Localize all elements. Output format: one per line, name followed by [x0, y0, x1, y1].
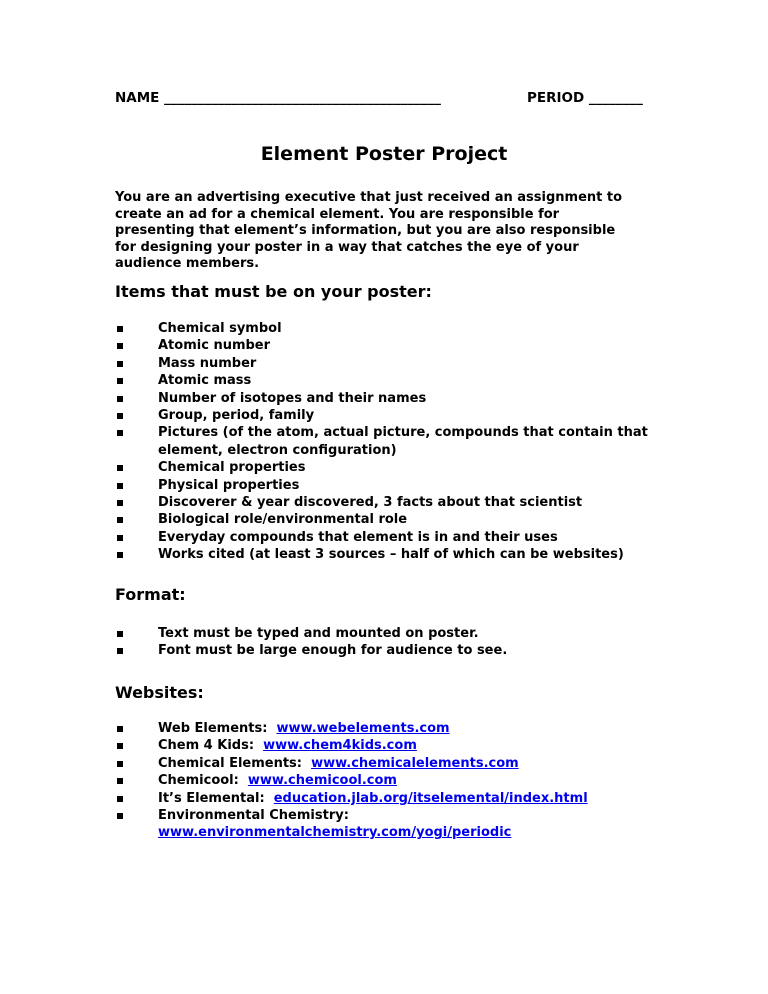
square-bullet-icon [117, 500, 123, 506]
square-bullet-icon [117, 430, 123, 436]
website-link-environmentalchemistry[interactable]: www.environmentalchemistry.com/yogi/periodic [158, 825, 512, 841]
list-item [115, 790, 655, 807]
list-item: Font must be large enough for audience to see. [115, 642, 655, 659]
list-item: Group, period, family [115, 407, 655, 424]
list-item [115, 720, 655, 737]
website-label: Chemicool: [158, 773, 239, 789]
square-bullet-icon [117, 726, 123, 732]
square-bullet-icon [117, 378, 123, 384]
websites-list [115, 720, 655, 842]
square-bullet-icon [117, 517, 123, 523]
websites-heading: Websites: [115, 683, 204, 702]
square-bullet-icon [117, 743, 123, 749]
square-bullet-icon [117, 796, 123, 802]
website-label: Environmental Chemistry: [158, 808, 349, 824]
square-bullet-icon [117, 396, 123, 402]
square-bullet-icon [117, 361, 123, 367]
list-item: Chemical properties [115, 459, 655, 476]
website-link-itselemental[interactable]: education.jlab.org/itselemental/index.html [273, 790, 588, 806]
items-heading: Items that must be on your poster: [115, 282, 432, 301]
list-item: Atomic number [115, 337, 655, 354]
list-item [115, 772, 655, 789]
intro-paragraph: You are an advertising executive that just received an assignment to create an ad for a chemical element. You are responsible for presenting that element’s information, but you are also responsible for designing your poster in a way that catches the eye of your audience members. [115, 190, 623, 271]
format-list [115, 625, 655, 660]
website-label: Chemical Elements: [158, 755, 302, 771]
list-item: Everyday compounds that element is in and their uses [115, 529, 655, 546]
square-bullet-icon [117, 413, 123, 419]
list-item: Atomic mass [115, 372, 655, 389]
page-title: Element Poster Project [260, 143, 508, 165]
square-bullet-icon [117, 326, 123, 332]
website-link-chemicalelements[interactable]: www.chemicalelements.com [311, 755, 519, 771]
list-item [115, 755, 655, 772]
list-item: Number of isotopes and their names [115, 390, 655, 407]
name-field-label: NAME _________________________________________ [115, 90, 441, 106]
list-item: Chemical symbol [115, 320, 655, 337]
list-item: Mass number [115, 355, 655, 372]
list-item [115, 737, 655, 754]
square-bullet-icon [117, 465, 123, 471]
list-item: Works cited (at least 3 sources – half of which can be websites) [115, 546, 655, 563]
format-heading: Format: [115, 585, 186, 604]
list-item: Biological role/environmental role [115, 511, 655, 528]
square-bullet-icon [117, 343, 123, 349]
website-link-webelements[interactable]: www.webelements.com [276, 721, 450, 736]
square-bullet-icon [117, 648, 123, 654]
website-label: Web Elements: [158, 721, 268, 736]
list-item: Pictures (of the atom, actual picture, compounds that contain that element, electron configuration) [115, 424, 655, 459]
square-bullet-icon [117, 631, 123, 637]
square-bullet-icon [117, 813, 123, 819]
square-bullet-icon [117, 761, 123, 767]
list-item: Physical properties [115, 477, 655, 494]
website-link-chemicool[interactable]: www.chemicool.com [247, 773, 397, 789]
list-item: Discoverer & year discovered, 3 facts about that scientist [115, 494, 655, 511]
list-item [115, 807, 655, 842]
list-item: Text must be typed and mounted on poster. [115, 625, 655, 642]
square-bullet-icon [117, 552, 123, 558]
website-label: Chem 4 Kids: [158, 738, 255, 754]
items-list [115, 320, 655, 564]
website-link-chem4kids[interactable]: www.chem4kids.com [263, 738, 417, 754]
square-bullet-icon [117, 778, 123, 784]
period-field-label: PERIOD ________ [527, 90, 643, 106]
header-line [115, 90, 655, 110]
square-bullet-icon [117, 535, 123, 541]
square-bullet-icon [117, 483, 123, 489]
website-label: It’s Elemental: [158, 790, 265, 806]
